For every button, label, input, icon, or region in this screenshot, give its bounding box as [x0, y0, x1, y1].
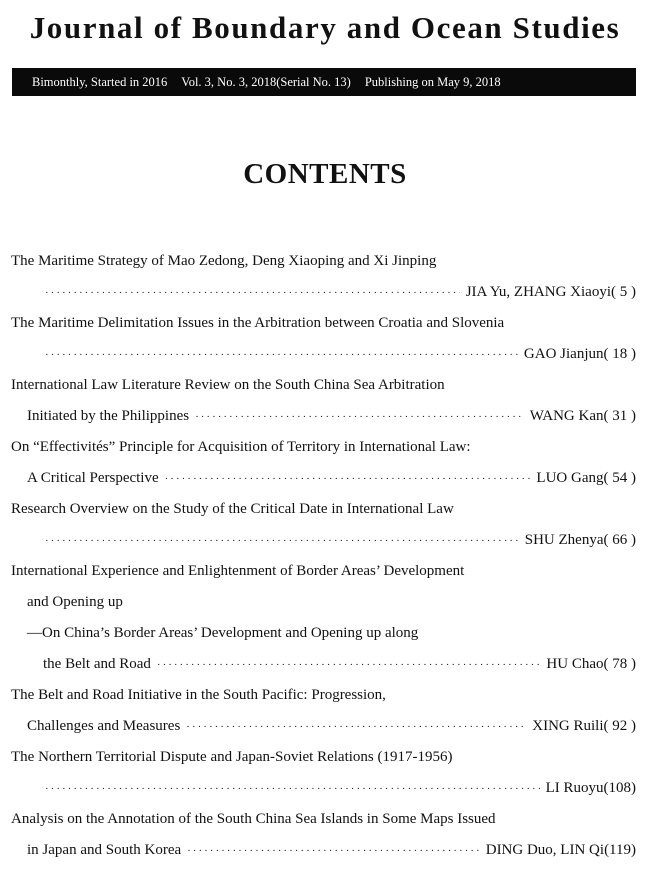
- toc-entry-line: [11, 312, 504, 334]
- entry-title[interactable]: International Experience and Enlightenment of Border Areas’ Development: [11, 563, 465, 579]
- toc-entry-line: [11, 374, 445, 396]
- dot-leader: [45, 282, 460, 304]
- toc-entry-line: [27, 405, 636, 427]
- toc-entry-line: [27, 839, 636, 861]
- entry-title[interactable]: International Law Literature Review on the South China Sea Arbitration: [11, 377, 445, 393]
- dot-leader: [157, 654, 541, 676]
- toc-entry-line: [27, 281, 636, 303]
- entry-author: WANG Kan: [529, 408, 604, 424]
- toc-entry-line: [11, 746, 452, 768]
- dot-leader: [45, 778, 540, 800]
- toc-entry-line: [11, 436, 471, 458]
- entry-title[interactable]: in Japan and South Korea: [27, 842, 182, 858]
- entry-title[interactable]: —On China’s Border Areas’ Development and Opening up along: [27, 625, 419, 641]
- toc-entry-line: [27, 591, 123, 613]
- toc-entry-line: [27, 777, 636, 799]
- toc-entry-line: [27, 529, 636, 551]
- issue-info-bar: [12, 68, 636, 96]
- toc-entry-line: [11, 684, 386, 706]
- toc-entry-line: [11, 560, 464, 582]
- dot-leader: [45, 344, 518, 366]
- toc-entry-line: [27, 715, 636, 737]
- toc-entry-line: [11, 498, 454, 520]
- dot-leader: [45, 530, 519, 552]
- entry-page-number: ( 92 ): [603, 718, 636, 734]
- dot-leader: [187, 840, 480, 862]
- frequency-text: Bimonthly, Started in 2016: [32, 74, 168, 89]
- entry-page-number: ( 66 ): [603, 532, 636, 548]
- entry-page-number: (108): [603, 780, 636, 796]
- toc-entry-line: [27, 467, 636, 489]
- entry-page-number: ( 18 ): [603, 346, 636, 362]
- entry-author: LUO Gang: [536, 470, 604, 486]
- toc-entry-line: [43, 653, 636, 675]
- entry-page-number: (119): [604, 842, 636, 858]
- entry-title[interactable]: The Belt and Road Initiative in the South Pacific: Progression,: [11, 687, 386, 703]
- entry-author: SHU Zhenya: [524, 532, 604, 548]
- entry-author: HU Chao: [546, 656, 604, 672]
- entry-author: LI Ruoyu: [545, 780, 604, 796]
- entry-page-number: ( 5 ): [611, 284, 636, 300]
- entry-author: DING Duo, LIN Qi: [485, 842, 605, 858]
- entry-title[interactable]: The Maritime Delimitation Issues in the Arbitration between Croatia and Slovenia: [11, 315, 505, 331]
- entry-title[interactable]: The Maritime Strategy of Mao Zedong, Deng Xiaoping and Xi Jinping: [11, 253, 437, 269]
- contents-heading: CONTENTS: [243, 158, 407, 190]
- dot-leader: [165, 468, 531, 490]
- toc-entry-line: [27, 343, 636, 365]
- toc-entry-line: [11, 808, 496, 830]
- entry-title[interactable]: Analysis on the Annotation of the South China Sea Islands in Some Maps Issued: [11, 811, 496, 827]
- entry-title[interactable]: the Belt and Road: [43, 656, 151, 672]
- entry-title[interactable]: Initiated by the Philippines: [27, 408, 190, 424]
- entry-author: XING Ruili: [532, 718, 604, 734]
- entry-page-number: ( 78 ): [603, 656, 636, 672]
- journal-title: Journal of Boundary and Ocean Studies: [29, 10, 621, 45]
- entry-title[interactable]: Research Overview on the Study of the Critical Date in International Law: [11, 501, 454, 517]
- entry-title[interactable]: On “Effectivités” Principle for Acquisition of Territory in International Law:: [11, 439, 471, 455]
- toc-entry-line: [27, 622, 418, 644]
- issue-text: Vol. 3, No. 3, 2018(Serial No. 13): [181, 74, 351, 89]
- entry-title[interactable]: Challenges and Measures: [27, 718, 181, 734]
- publishing-date-text: Publishing on May 9, 2018: [364, 74, 501, 89]
- entry-page-number: ( 31 ): [603, 408, 636, 424]
- toc-entry-line: [11, 250, 436, 272]
- entry-page-number: ( 54 ): [603, 470, 636, 486]
- entry-author: GAO Jianjun: [523, 346, 604, 362]
- entry-title[interactable]: The Northern Territorial Dispute and Japan-Soviet Relations (1917-1956): [11, 749, 453, 765]
- entry-title[interactable]: A Critical Perspective: [27, 470, 159, 486]
- entry-title[interactable]: and Opening up: [27, 594, 123, 610]
- dot-leader: [195, 406, 524, 428]
- dot-leader: [186, 716, 526, 738]
- entry-author: JIA Yu, ZHANG Xiaoyi: [465, 284, 611, 300]
